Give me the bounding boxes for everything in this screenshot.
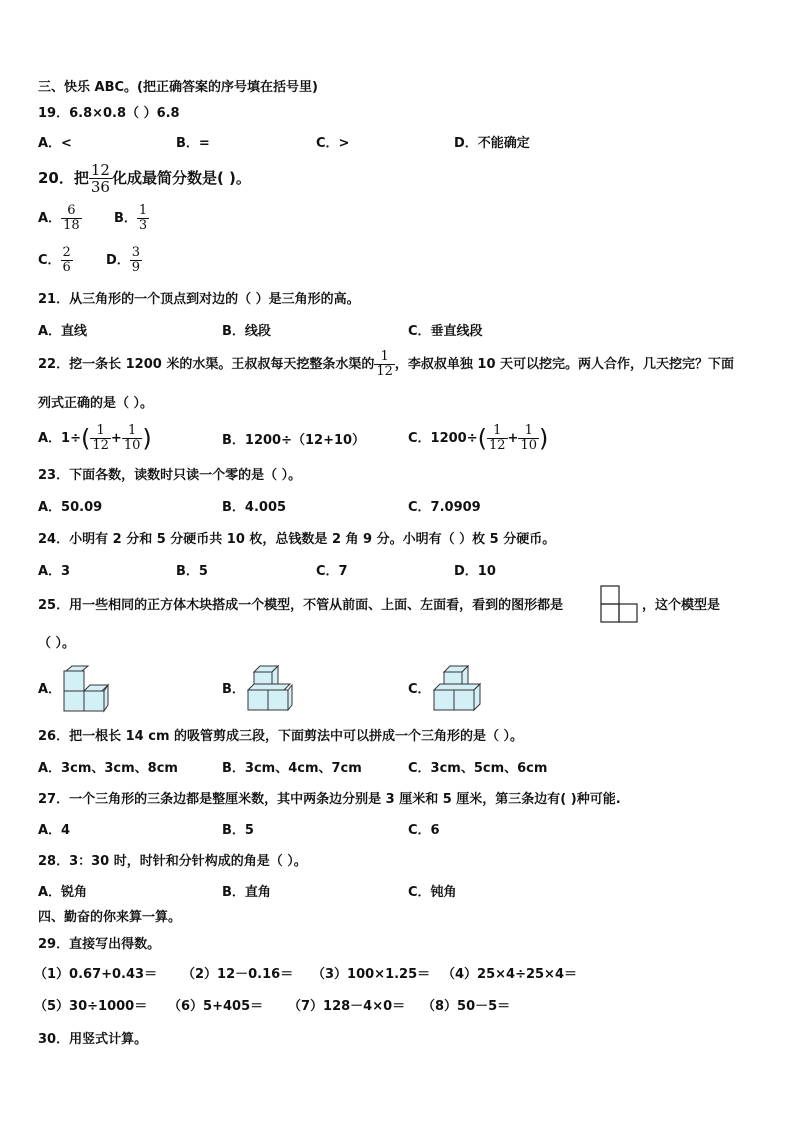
q21-option-c[interactable]: C．垂直线段	[408, 324, 483, 339]
q25-option-b[interactable]: B．	[222, 682, 245, 697]
q26-option-b[interactable]: B．3cm、4cm、7cm	[222, 761, 362, 776]
q28-option-a[interactable]: A．锐角	[38, 885, 88, 900]
q29-stem: 29．直接写出得数。	[38, 937, 161, 952]
q24-option-b[interactable]: B．5	[176, 564, 208, 579]
q23-option-b[interactable]: B．4.005	[222, 500, 287, 515]
q29-expr-5: （5）30÷1000＝	[34, 999, 148, 1014]
q20-option-a[interactable]: A． $\frac{6}{18}$	[38, 203, 80, 233]
q20-option-d[interactable]: D． $\frac{3}{9}$	[106, 245, 141, 275]
q28-option-c[interactable]: C．钝角	[408, 885, 457, 900]
q19-option-c[interactable]: C．>	[316, 136, 350, 151]
q26-stem: 26．把一根长 14 cm 的吸管剪成三段，下面剪法中可以拼成一个三角形的是（ ）。	[38, 729, 524, 744]
q29-expr-6: （6）5+405＝	[168, 999, 264, 1014]
q28-option-b[interactable]: B．直角	[222, 885, 271, 900]
q25-stem: 25．用一些相同的正方体木块搭成一个模型，不管从前面、上面、左面看，看到的图形都是	[38, 598, 564, 613]
q23-option-a[interactable]: A．50.09	[38, 500, 103, 515]
q25-stem-line2: （ ）。	[38, 636, 76, 651]
q24-option-c[interactable]: C．7	[316, 564, 348, 579]
q29-expr-7: （7）128－4×0＝	[288, 999, 406, 1014]
cube-model-b-icon	[244, 664, 296, 714]
q29-expr-3: （3）100×1.25＝	[312, 967, 431, 982]
q23-stem: 23．下面各数，读数时只读一个零的是（ ）。	[38, 468, 302, 483]
q29-expr-2: （2）12－0.16＝	[182, 967, 294, 982]
cube-model-c-icon	[430, 664, 488, 714]
q21-option-a[interactable]: A．直线	[38, 324, 88, 339]
q21-stem: 21．从三角形的一个顶点到对边的（ ）是三角形的高。	[38, 292, 360, 307]
q20-option-b[interactable]: B． $\frac{1}{3}$	[114, 203, 148, 233]
q25-option-a[interactable]: A．	[38, 682, 62, 697]
section-4-title: 四、勤奋的你来算一算。	[38, 910, 182, 925]
q27-option-c[interactable]: C．6	[408, 823, 440, 838]
q27-option-b[interactable]: B．5	[222, 823, 254, 838]
q24-option-d[interactable]: D．10	[454, 564, 496, 579]
q22-option-c[interactable]: C．1200÷( $\frac{1}{12}$ + $\frac{1}{10}$ )	[408, 423, 549, 453]
q20-option-c[interactable]: C． $\frac{2}{6}$	[38, 245, 71, 275]
q20-stem: 20．把 $\frac{12}{36}$ 化成最简分数是( )。	[38, 161, 251, 196]
q22-option-b[interactable]: B．1200÷（12+10）	[222, 433, 366, 448]
q29-expr-1: （1）0.67+0.43＝	[34, 967, 158, 982]
q22-option-a[interactable]: A．1÷( $\frac{1}{12}$ + $\frac{1}{10}$ )	[38, 423, 152, 453]
q25-stem-tail: ，这个模型是	[642, 598, 721, 613]
q23-option-c[interactable]: C．7.0909	[408, 500, 481, 515]
q27-stem: 27．一个三角形的三条边都是整厘米数，其中两条边分别是 3 厘米和 5 厘米，第三条边有( )种可能.	[38, 792, 621, 807]
cube-model-a-icon	[60, 664, 112, 714]
q25-option-c[interactable]: C．	[408, 682, 431, 697]
q21-option-b[interactable]: B．线段	[222, 324, 271, 339]
view-shape-icon	[600, 585, 640, 625]
q19-option-b[interactable]: B．=	[176, 136, 210, 151]
q22-stem: 22．挖一条长 1200 米的水渠。王叔叔每天挖整条水渠的 $\frac{1}{12}$ ，李叔叔单独 10 天可以挖完。两人合作，几天挖完？下面	[38, 349, 735, 379]
q28-stem: 28．3：30 时，时针和分针构成的角是（ ）。	[38, 854, 307, 869]
q24-option-a[interactable]: A．3	[38, 564, 71, 579]
q27-option-a[interactable]: A．4	[38, 823, 71, 838]
q29-expr-4: （4）25×4÷25×4＝	[442, 967, 577, 982]
q20-fraction: $\frac{12}{36}$	[90, 161, 110, 196]
q22-stem-line2: 列式正确的是（ ）。	[38, 396, 154, 411]
q19-option-d[interactable]: D．不能确定	[454, 136, 530, 151]
q29-expr-8: （8）50－5＝	[422, 999, 511, 1014]
q19-stem: 19．6.8×0.8（ ）6.8	[38, 106, 180, 121]
q19-option-a[interactable]: A．<	[38, 136, 72, 151]
q30-stem: 30．用竖式计算。	[38, 1032, 148, 1047]
q24-stem: 24．小明有 2 分和 5 分硬币共 10 枚，总钱数是 2 角 9 分。小明有（ ）枚 5 分硬币。	[38, 532, 556, 547]
q26-option-a[interactable]: A．3cm、3cm、8cm	[38, 761, 178, 776]
q26-option-c[interactable]: C．3cm、5cm、6cm	[408, 761, 548, 776]
section-3-title: 三、快乐 ABC。(把正确答案的序号填在括号里)	[38, 80, 318, 95]
